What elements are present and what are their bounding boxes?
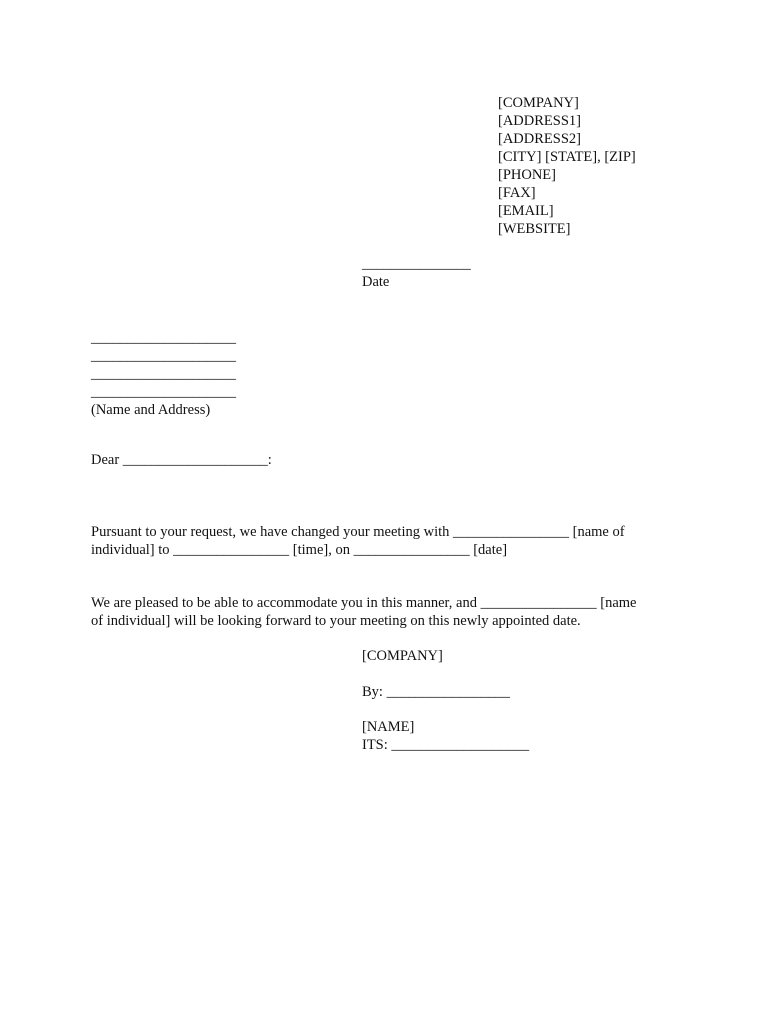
recipient-blank-line: ____________________	[91, 348, 236, 364]
letterhead-company: [COMPANY]	[498, 95, 579, 111]
paragraph-line: of individual] will be looking forward to your meeting on this newly appointed date.	[91, 613, 581, 629]
body-paragraph-2	[91, 594, 691, 630]
signature-by-line: By: _________________	[362, 684, 510, 700]
letterhead-phone: [PHONE]	[498, 167, 556, 183]
date-label: Date	[362, 274, 390, 290]
letterhead-address1: [ADDRESS1]	[498, 113, 581, 129]
paragraph-line: We are pleased to be able to accommodate you in this manner, and ________________ [name	[91, 595, 637, 611]
salutation: Dear ____________________:	[91, 452, 272, 468]
paragraph-line: Pursuant to your request, we have changed your meeting with ________________ [name of	[91, 524, 625, 540]
signature-its-line: ITS: ___________________	[362, 737, 530, 753]
letterhead-email: [EMAIL]	[498, 203, 554, 219]
letterhead-website: [WEBSITE]	[498, 221, 571, 237]
recipient-blank-line: ____________________	[91, 366, 236, 382]
date-blank: _______________	[362, 256, 471, 272]
letterhead-fax: [FAX]	[498, 185, 536, 201]
letterhead-city-state-zip: [CITY] [STATE], [ZIP]	[498, 149, 636, 165]
letterhead-address2: [ADDRESS2]	[498, 131, 581, 147]
recipient-block	[91, 329, 236, 419]
signature-name: [NAME]	[362, 719, 415, 735]
recipient-label: (Name and Address)	[91, 402, 211, 418]
body-paragraph-1	[91, 523, 691, 559]
signature-company: [COMPANY]	[362, 648, 443, 664]
recipient-blank-line: ____________________	[91, 384, 236, 400]
letterhead	[498, 94, 636, 238]
recipient-blank-line: ____________________	[91, 330, 236, 346]
date-block	[362, 255, 471, 291]
paragraph-line: individual] to ________________ [time], on ________________ [date]	[91, 542, 508, 558]
